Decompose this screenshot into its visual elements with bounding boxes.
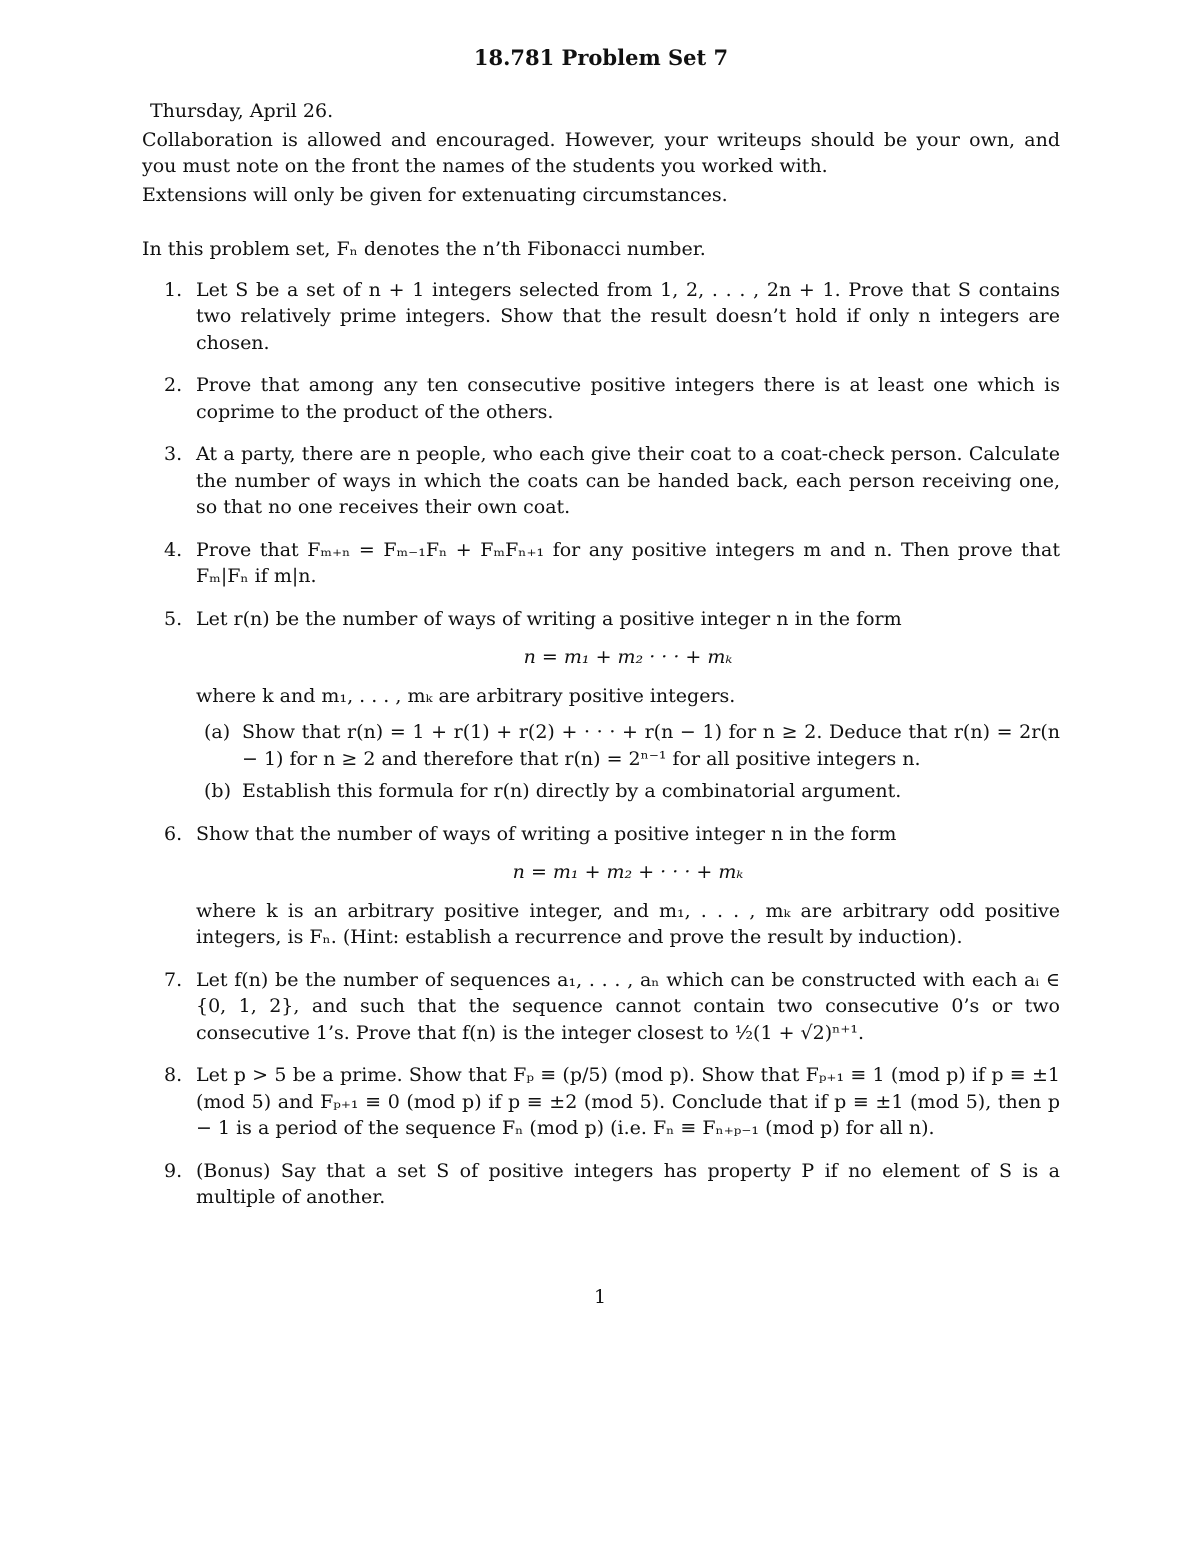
problem-text: Let f(n) be the number of sequences a₁, . . . , aₙ which can be constructed with each aᵢ ∈ {0, 1, 2}, and such that the sequence cannot contain two consecutive 0’s or two consecutive 1’s. Prove that f(n) is the integer closest to ½(1 + √2)ⁿ⁺¹. [196,968,1060,1044]
due-date: Thursday, April 26. [150,100,334,122]
display-equation: n = m₁ + m₂ · · · + mₖ [523,646,733,668]
problem-text: At a party, there are n people, who each give their coat to a coat-check person. Calculate the number of ways in which the coats can be handed back, each person receiving one, so that no one receives their own coat. [196,443,1060,518]
intro-text: In this problem set, Fₙ denotes the n’th Fibonacci number. [142,238,706,260]
problem-6 [142,821,1060,951]
problem-list [142,277,1060,1211]
problem-9 [142,1158,1060,1211]
problem-number: 4. [164,538,183,561]
problem-3 [142,441,1060,521]
problem-number: 7. [164,968,183,991]
problem-number: 6. [164,822,183,845]
problem-number: 8. [164,1064,183,1086]
problem-text: Prove that Fₘ₊ₙ = Fₘ₋₁Fₙ + FₘFₙ₊₁ for any positive integers m and n. Then prove that Fₘ|Fₙ if m|n. [196,538,1060,587]
problem-text: Show that the number of ways of writing a positive integer n in the form [196,822,897,845]
problem-followup-text: where k is an arbitrary positive integer, and m₁, . . . , mₖ are arbitrary odd positive integers, is Fₙ. (Hint: establish a recurrence and prove the result by induction). [196,899,1060,948]
problem-8 [142,1062,1060,1142]
problem-7 [142,967,1060,1047]
problem-text: Prove that among any ten consecutive positive integers there is at least one which is coprime to the product of the others. [196,374,1060,423]
problem-text: Let S be a set of n + 1 integers selected from 1, 2, . . . , 2n + 1. Prove that S contains two relatively prime integers. Show that the result doesn’t hold if only n integers are chosen. [196,278,1060,354]
problem-number: 1. [164,278,183,301]
subpart-list [196,719,1060,805]
problem-2 [142,372,1060,425]
problem-text: Let p > 5 be a prime. Show that Fₚ ≡ (p/5) (mod p). Show that Fₚ₊₁ ≡ 1 (mod p) if p ≡ ±1 (mod 5) and Fₚ₊₁ ≡ 0 (mod p) if p ≡ ±2 (mod 5). Conclude that if p ≡ ±1 (mod 5), then p − 1 is a period of the sequence Fₙ (mod p) (i.e. Fₙ ≡ Fₙ₊ₚ₋₁ (mod p) for all n). [196,1064,1060,1139]
subpart-b [196,778,1060,805]
problem-number: 9. [164,1159,183,1182]
subpart-label: (a) [204,721,231,743]
display-equation: n = m₁ + m₂ + · · · + mₖ [512,861,744,883]
subpart-text: Establish this formula for r(n) directly by a combinatorial argument. [242,780,902,802]
subpart-label: (b) [204,780,231,802]
document-page [142,44,1060,1227]
problem-number: 3. [164,443,183,465]
collaboration-note: Collaboration is allowed and encouraged. However, your writeups should be your own, and you must note on the front the names of the students you worked with. [142,128,1060,177]
problem-text: Let r(n) be the number of ways of writing a positive integer n in the form [196,607,902,630]
problem-1 [142,277,1060,357]
document-title: 18.781 Problem Set 7 [473,45,729,70]
subpart-text: Show that r(n) = 1 + r(1) + r(2) + · · · + r(n − 1) for n ≥ 2. Deduce that r(n) = 2r(n − 1) for n ≥ 2 and therefore that r(n) = 2ⁿ⁻¹ for all positive integers n. [242,721,1060,770]
problem-number: 2. [164,374,183,396]
problem-number: 5. [164,607,183,630]
problem-text: (Bonus) Say that a set S of positive integers has property P if no element of S is a multiple of another. [196,1159,1060,1208]
problem-4 [142,537,1060,590]
subpart-a [196,719,1060,772]
problem-followup-text: where k and m₁, . . . , mₖ are arbitrary positive integers. [196,684,736,707]
page-number: 1 [593,1286,607,1308]
problem-5 [142,606,1060,805]
extensions-note: Extensions will only be given for extenuating circumstances. [142,183,728,206]
